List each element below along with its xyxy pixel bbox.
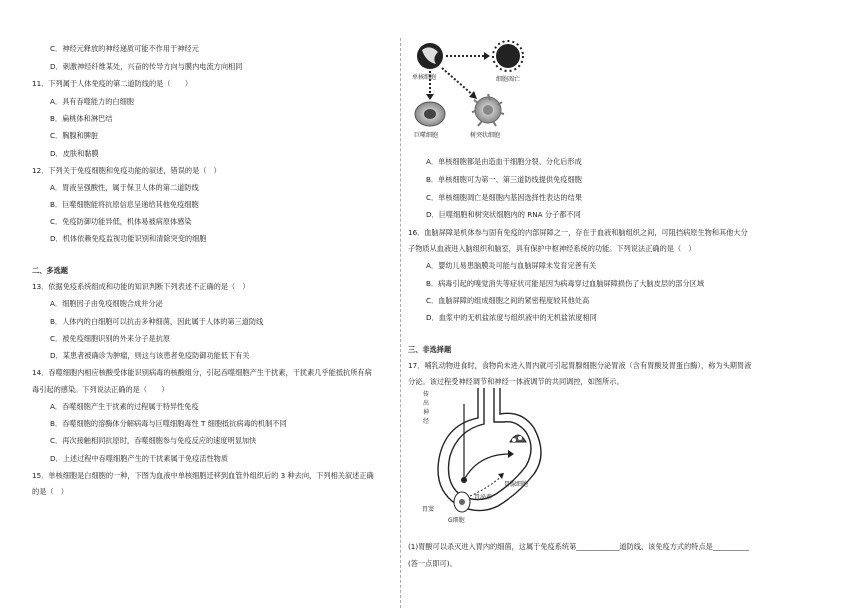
q11-option-a: A．具有吞噬能力的白细胞 — [50, 97, 134, 106]
monocyte-cell-icon — [417, 43, 443, 69]
label-apoptosis: 细胞凋亡 — [496, 76, 521, 83]
q13-stem: 13．依据免疫系统组成和功能的知识判断下列表述不正确的是（ ） — [32, 282, 250, 291]
q14-option-c: C．再次接触相同抗原时，吞噬细胞参与免疫反应的速度明显加快 — [50, 436, 257, 445]
q16-option-a: A．婴幼儿易患脑膜炎可能与血脑屏障未发育完善有关 — [426, 261, 597, 270]
label-monocyte: 单核细胞 — [412, 74, 437, 81]
macrophage-cell-icon — [415, 102, 445, 126]
q12-option-b: B．巨噬细胞能将抗原信息呈递给其他免疫细胞 — [50, 200, 199, 209]
label-antrum: 胃窦 — [422, 506, 435, 513]
q10-option-d: D．刺激神经纤维某处，兴奋的传导方向与膜内电流方向相同 — [50, 62, 243, 71]
label-g-cell: G细胞 — [448, 517, 465, 524]
gastric-gland-cell-icon — [510, 435, 526, 442]
q17-stem-line1: 17．哺乳动物进食时，食物尚未进入胃内就可引起胃腺细胞分泌胃液（含有胃酸及胃蛋白酶），称为头期胃液 — [408, 361, 752, 370]
label-gastrin: 胃泌素 — [474, 494, 493, 501]
label-dendritic: 树突状细胞 — [470, 132, 501, 139]
q11-stem: 11．下列属于人体免疫的第二道防线的是（ ） — [32, 79, 193, 88]
q17-stem-line2: 分泌。该过程受神经调节和神经一体液调节的共同调控，如图所示。 — [408, 377, 624, 386]
q14-stem-line2: 毒引起的感染。下列说法正确的是（ ） — [32, 385, 169, 394]
section-heading-nonchoice: 三、非选择题 — [408, 345, 452, 354]
figure-monocyte-fates — [412, 40, 572, 152]
q16-stem-line1: 16．血脑屏障是机体参与固有免疫的内部屏障之一，存在于血液和脑组织之间，可阻挡病原生物和其他大分 — [408, 228, 748, 237]
label-gastric-gland-cell: 胃腺细胞 — [504, 481, 529, 488]
q10-option-c: C．神经元释放的神经递质可能不作用于神经元 — [50, 44, 199, 53]
q14-option-b: B．吞噬细胞的溶酶体分解病毒与巨噬细胞毒性 T 细胞抵抗病毒的机制不同 — [50, 419, 287, 428]
q13-option-d: D．某患者被确诊为肿瘤，则这与该患者免疫防御功能低下有关 — [50, 351, 250, 360]
q17-part1-line1: (1)胃酸可以杀灭进入胃内的细菌，这属于免疫系统第____________道防线，该免疫方式的特点是__________ — [408, 542, 749, 551]
q13-option-b: B．人体内的白细胞可以抗击多种细菌，因此属于人体的第三道防线 — [50, 317, 264, 326]
q16-option-b: B．病毒引起的嗅觉消失等症状可能是因为病毒穿过血脑屏障损伤了大脑皮层的部分区域 — [426, 279, 705, 288]
q11-option-d: D．皮肤和黏膜 — [50, 149, 99, 158]
q16-stem-line2: 子物质从血液进入脑组织和脑室，具有保护中枢神经系统的功能。下列说法正确的是（ ） — [408, 244, 696, 253]
q11-option-c: C．胸腺和脾脏 — [50, 131, 99, 140]
label-efferent-nerve: 传出神经 — [423, 391, 430, 425]
q17-part1-line2: (答一点即可)。 — [408, 559, 457, 568]
q12-stem: 12．下列关于免疫细胞和免疫功能的叙述，错误的是（ ） — [32, 166, 221, 175]
q12-option-a: A．胃液呈强酸性，属于保卫人体的第二道防线 — [50, 183, 199, 192]
q14-option-d: D．上述过程中吞噬细胞产生的干扰素属于免疫活性物质 — [50, 454, 229, 463]
apoptotic-cell-icon — [493, 41, 523, 71]
q15-option-d: D．巨噬细胞和树突状细胞内的 RNA 分子都不同 — [426, 210, 581, 219]
g-cell-icon — [454, 492, 470, 512]
figure-stomach — [418, 384, 568, 534]
q15-stem-line2: 的是（ ） — [32, 487, 68, 496]
q15-option-a: A．单核细胞都是由造血干细胞分裂、分化后形成 — [426, 157, 582, 166]
section-heading-multi: 二、多选题 — [32, 266, 68, 275]
q16-option-c: C．血脑屏障的组成细胞之间的紧密程度较其他处高 — [426, 296, 590, 305]
q15-option-b: B．单核细胞可为第一、第三道防线提供免疫细胞 — [426, 175, 582, 184]
stomach-diagram — [418, 384, 568, 534]
q12-option-d: D．机体依赖免疫监视功能识别和清除突变的细胞 — [50, 234, 207, 243]
column-divider — [400, 38, 401, 608]
q14-option-a: A．吞噬细胞产生干扰素的过程属于特异性免疫 — [50, 402, 199, 411]
q16-option-d: D．血浆中的无机盐浓度与组织液中的无机盐浓度相同 — [426, 313, 597, 322]
q13-option-a: A．细胞因子由免疫细胞合成并分泌 — [50, 299, 163, 308]
q11-option-b: B．扁桃体和淋巴结 — [50, 114, 113, 123]
q14-stem-line1: 14．吞噬细胞内相应核酸受体能识别病毒的核酸组分，引起吞噬细胞产生干扰素，干扰素几乎能抵抗所有病 — [32, 368, 372, 377]
q12-option-c: C．免疫防御功能异低，机体易被病原体感染 — [50, 217, 192, 226]
q13-option-c: C．被免疫细胞识别的外来分子是抗原 — [50, 334, 171, 343]
label-macrophage: 巨噬细胞 — [414, 132, 439, 139]
q15-option-c: C．单核细胞凋亡是细胞内基因选择性表达的结果 — [426, 193, 582, 202]
q15-stem-line1: 15．单核细胞是白细胞的一种，下图为血液中单核细胞迁移到血管外组织后的 3 种去向，下列相关叙述正确 — [32, 471, 374, 480]
